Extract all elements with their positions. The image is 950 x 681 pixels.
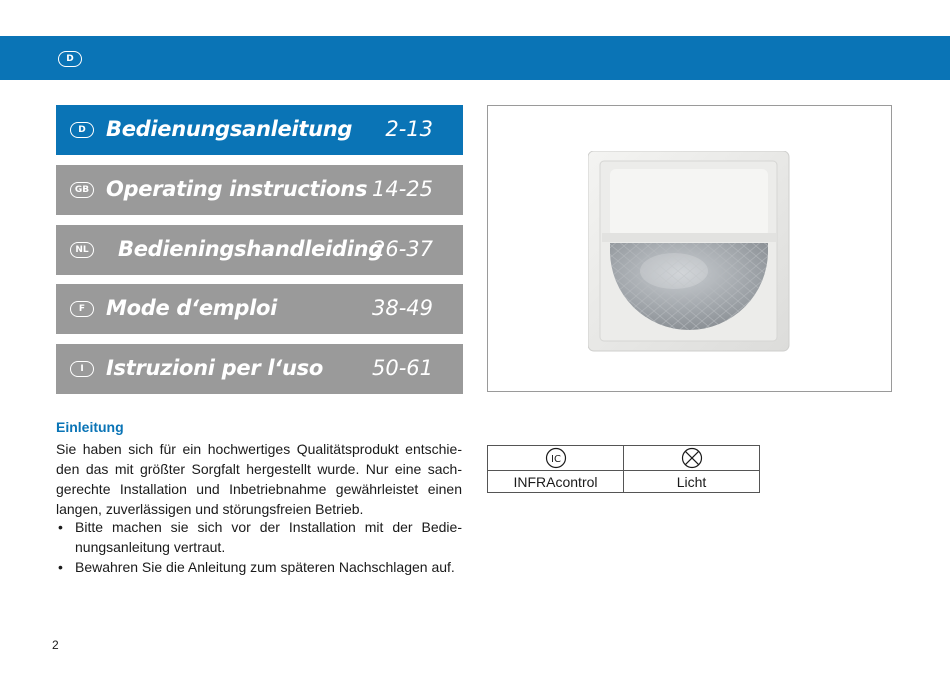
ic-circle-icon — [545, 447, 567, 469]
lamp-cross-icon — [681, 447, 703, 469]
motion-sensor-image — [588, 151, 790, 353]
language-badge: D — [70, 122, 94, 138]
product-photo — [487, 105, 892, 392]
language-badge: F — [70, 301, 94, 317]
symbol-cell — [488, 446, 624, 471]
symbol-label: INFRAcontrol — [488, 471, 624, 493]
toc-item-f[interactable] — [56, 284, 463, 334]
instruction-list — [56, 517, 462, 577]
toc-pages: 2-13 — [385, 117, 433, 141]
symbol-table — [487, 445, 760, 493]
toc-title: Bedieningshandleiding — [118, 237, 384, 261]
list-item-text: Bitte machen sie sich vor der Installation mit der Bedienungsanleitung vertraut. — [75, 519, 462, 555]
toc-title: Bedienungsanleitung — [106, 117, 353, 141]
ic-icon-text: IC — [550, 454, 561, 465]
symbol-label: Licht — [624, 471, 760, 493]
language-badge: D — [58, 51, 82, 67]
section-heading: Einleitung — [56, 419, 124, 435]
toc-pages: 14-25 — [371, 177, 433, 201]
toc-title: Operating instructions — [106, 177, 368, 201]
bullet-icon: • — [58, 559, 63, 575]
toc-item-i[interactable] — [56, 344, 463, 394]
list-item — [56, 557, 462, 577]
header-bar — [0, 36, 950, 80]
intro-paragraph: Sie haben sich für ein hochwertiges Qualitätsprodukt entschieden das mit größter Sorgfalt hergestellt wurde. Nur eine sachgerechte Installation und Inbetriebnahme gewährleistet einen langen, zuverlässigen und störungsfreien Betrieb. — [56, 441, 462, 517]
list-item — [56, 517, 462, 557]
toc-item-gb[interactable] — [56, 165, 463, 215]
symbol-cell — [624, 446, 760, 471]
language-badge: NL — [70, 242, 94, 258]
toc-item-nl[interactable] — [56, 225, 463, 275]
language-badge: I — [70, 361, 94, 377]
toc-pages: 38-49 — [371, 296, 433, 320]
toc-pages: 50-61 — [371, 356, 433, 380]
bullet-icon: • — [58, 519, 63, 535]
language-badge: GB — [70, 182, 94, 198]
toc-item-de[interactable] — [56, 105, 463, 155]
toc-title: Mode d‘emploi — [106, 296, 278, 320]
toc-pages: 26-37 — [371, 237, 433, 261]
page-number: 2 — [52, 638, 59, 652]
list-item-text: Bewahren Sie die Anleitung zum späteren Nachschlagen auf. — [75, 559, 455, 575]
toc-title: Istruzioni per l‘uso — [106, 356, 323, 380]
